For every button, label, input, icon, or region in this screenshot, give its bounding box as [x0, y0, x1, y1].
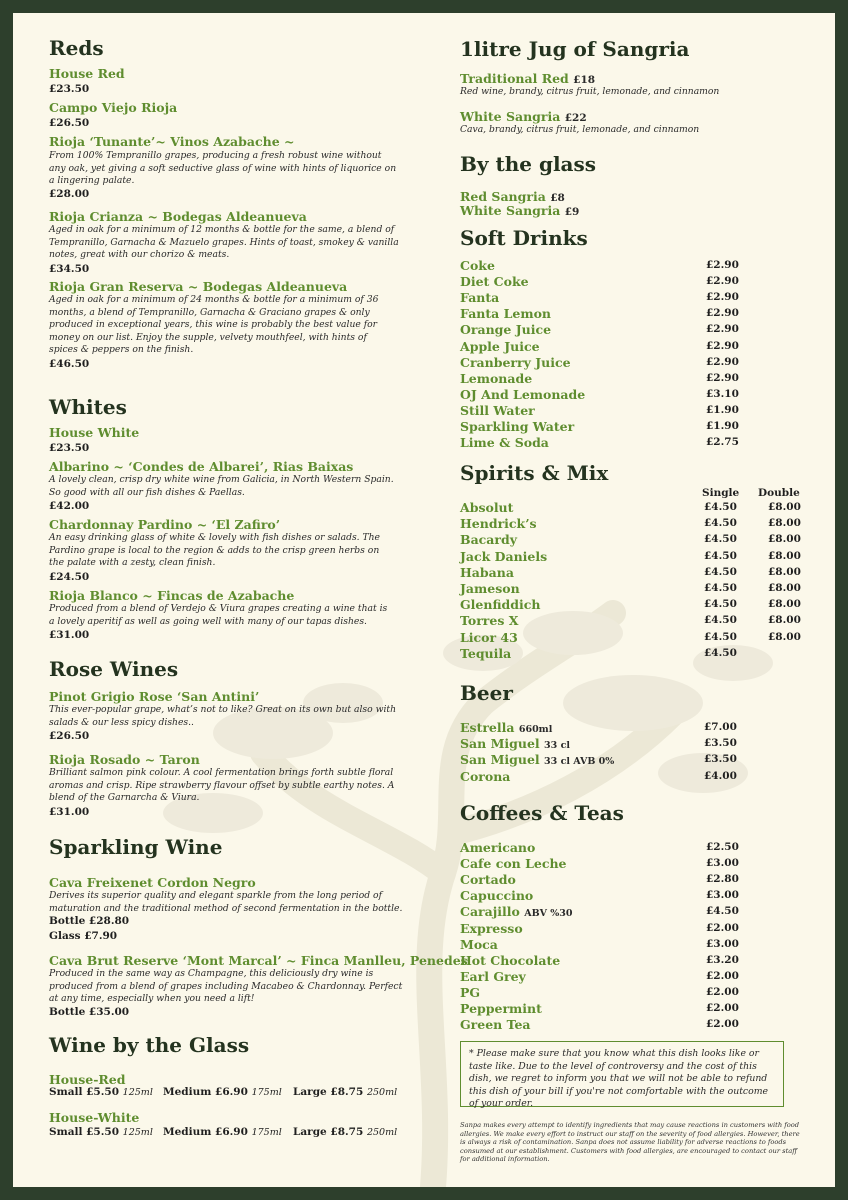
- menu-item-name: Fanta Lemon: [460, 306, 551, 322]
- double-price: £8.00: [768, 517, 801, 530]
- refund-notice: * Please make sure that you know what this dish looks like or taste like. Due to the level of controversy and the cost of this dish, we regret to inform you that we will not be able to refund this dish of your bill if you're not comfortable with the outcome of your order.: [460, 1041, 784, 1107]
- coffee-name: Carajillo: [460, 904, 520, 920]
- menu-item-description: Produced in the same way as Champagne, this deliciously dry wine is produced from a blend of grapes including Macabeo & Chardonnay. Perfect at any time, especially when you need a lift!: [49, 968, 403, 1005]
- beer-size: 33 cl: [544, 740, 570, 752]
- menu-item-name: Campo Viejo Rioja: [49, 100, 178, 115]
- menu-item-name: Glenfiddich: [460, 597, 541, 613]
- menu-item-name: [460, 969, 526, 984]
- menu-item-price: £34.50: [49, 263, 90, 275]
- menu-item-price: £4.00: [704, 769, 737, 782]
- single-price: £4.50: [704, 565, 737, 578]
- menu-item-name: [460, 921, 523, 936]
- single-price: £4.50: [704, 549, 737, 562]
- small-size: 125ml: [122, 1087, 153, 1098]
- menu-item-name: Apple Juice: [460, 338, 540, 354]
- menu-item-price: £26.50: [49, 117, 90, 129]
- single-column-header: Single: [702, 487, 740, 499]
- coffee-heading: Coffees & Teas: [460, 801, 624, 825]
- menu-item-name: Rioja Gran Reserva ~ Bodegas Aldeanueva: [49, 279, 348, 294]
- double-column-header: Double: [758, 487, 800, 499]
- menu-item-price: £23.50: [49, 442, 90, 454]
- menu-item-name: [460, 872, 516, 887]
- beer-name: Corona: [460, 768, 511, 784]
- menu-item-description: Brilliant salmon pink colour. A cool fermentation brings forth subtle floral aromas and crisp. Ripe strawberry flavour offset by subtle earthy notes. A blend of the Garnarcha & Viura.: [49, 767, 395, 804]
- menu-item-name: [460, 856, 567, 871]
- menu-item-price: £2.00: [706, 921, 739, 934]
- menu-item-price: £4.50: [706, 905, 739, 918]
- menu-item-price: £2.90: [706, 275, 739, 288]
- menu-item-name: Rioja ‘Tunante’~ Vinos Azabache ~: [49, 134, 295, 149]
- menu-item-price: £3.20: [706, 953, 739, 966]
- menu-item-name: Still Water: [460, 402, 535, 418]
- glass-price-row: [163, 1126, 282, 1138]
- menu-item-price: £3.50: [704, 753, 737, 766]
- coffee-name: Peppermint: [460, 1001, 542, 1016]
- whites-heading: Whites: [49, 395, 127, 419]
- menu-item-price: £2.00: [706, 1018, 739, 1031]
- double-price: £8.00: [768, 501, 801, 513]
- menu-item-price: £2.00: [706, 985, 739, 998]
- menu-item-name: Albarino ~ ‘Condes de Albarei’, Rias Baixas: [49, 459, 354, 474]
- menu-item-price: £2.90: [706, 323, 739, 336]
- large-size: 250ml: [366, 1087, 398, 1098]
- menu-item-name: [460, 736, 570, 751]
- menu-item-name: Cranberry Juice: [460, 354, 571, 370]
- menu-item-name: House-White: [49, 1110, 140, 1125]
- coffee-name: Moca: [460, 936, 498, 952]
- single-price: £4.50: [704, 598, 737, 611]
- menu-item-price: £24.50: [49, 571, 90, 583]
- medium-price: Medium £6.90: [163, 1126, 248, 1138]
- menu-item-name: Rioja Blanco ~ Fincas de Azabache: [49, 588, 295, 603]
- menu-item-name: Jameson: [460, 581, 520, 596]
- menu-item-name: House Red: [49, 66, 125, 81]
- coffee-name: Earl Grey: [460, 968, 526, 984]
- menu-item-name: [460, 769, 510, 784]
- menu-item-price: £2.50: [706, 841, 739, 853]
- menu-item-price: £3.00: [706, 889, 739, 902]
- menu-item-name: House White: [49, 425, 140, 440]
- coffee-name: Americano: [460, 840, 536, 855]
- menu-item-name: [460, 1017, 531, 1032]
- menu-item-description: An easy drinking glass of white & lovely with fish dishes or salads. The Pardino grape is local to the region & adds to the crisp green herbs on the palate with a zesty, clean finish.: [49, 532, 380, 569]
- rose-heading: Rose Wines: [49, 657, 179, 681]
- medium-size: 175ml: [251, 1127, 282, 1138]
- coffee-name: Capuccino: [460, 888, 534, 904]
- medium-price: Medium £6.90: [163, 1086, 248, 1098]
- menu-item-description: Aged in oak for a minimum of 24 months & bottle for a minimum of 36 months, a blend of Tempranillo, Garnacha & Graciano grapes & only produced in exceptional years, this wine is probably the best value for money on our list. Enjoy the supple, velvety mouthfeel, with hints of spices & peppers on the finish.: [49, 294, 379, 356]
- menu-item-price: £2.90: [706, 371, 739, 384]
- menu-item-price: £2.90: [706, 259, 739, 271]
- menu-item-name: White Sangria £22: [460, 109, 587, 124]
- small-size: 125ml: [122, 1127, 153, 1138]
- menu-item-name: House-Red: [49, 1072, 126, 1087]
- double-price: £8.00: [768, 533, 801, 546]
- menu-item-price: £9: [564, 206, 580, 218]
- large-price: Large £8.75: [293, 1126, 364, 1138]
- menu-item-price: Glass £7.90: [49, 930, 118, 942]
- menu-item-name: OJ And Lemonade: [460, 386, 586, 402]
- menu-item-name: [460, 720, 552, 735]
- menu-item-price: £42.00: [49, 500, 90, 512]
- menu-item-price: £2.00: [706, 1002, 739, 1014]
- beer-heading: Beer: [460, 681, 513, 705]
- menu-item-name: Tequila: [460, 645, 512, 661]
- menu-item-price: £3.10: [706, 387, 739, 400]
- double-price: £8.00: [768, 582, 801, 594]
- sparkling-heading: Sparkling Wine: [49, 835, 223, 859]
- double-price: £8.00: [768, 614, 801, 627]
- menu-item-description: Produced from a blend of Verdejo & Viura grapes creating a wine that is a lovely aperitif as well as going well with many of our tapas dishes.: [49, 603, 388, 627]
- menu-item-description: Red wine, brandy, citrus fruit, lemonade, and cinnamon: [460, 86, 720, 97]
- menu-item-price: £1.90: [706, 420, 739, 432]
- single-price: £4.50: [704, 517, 737, 530]
- coffee-name: Cortado: [460, 872, 516, 888]
- menu-item-price: £2.80: [706, 873, 739, 886]
- menu-item-price: £22: [564, 112, 587, 124]
- small-price: Small £5.50: [49, 1086, 120, 1098]
- glass-price-row: [49, 1126, 153, 1138]
- menu-item-name: Cava Brut Reserve ‘Mont Marcal’ ~ Finca Manlleu, Penedes: [49, 953, 468, 968]
- menu-item-price: £46.50: [49, 358, 90, 370]
- menu-item-name: White Sangria £9: [460, 203, 580, 218]
- menu-item-name: [460, 752, 614, 767]
- menu-item-description: From 100% Tempranillo grapes, producing a fresh robust wine without any oak, yet giving a soft seductive glass of wine with hints of liquorice on a lingering palate.: [49, 150, 397, 187]
- double-price: £8.00: [768, 630, 801, 643]
- menu-item-price: £2.90: [706, 307, 739, 320]
- menu-item-name: Habana: [460, 564, 514, 580]
- menu-item-price: £7.00: [704, 721, 737, 733]
- coffee-name: Cafe con Leche: [460, 856, 567, 872]
- coffee-name: PG: [460, 984, 481, 1000]
- glass-heading: Wine by the Glass: [49, 1033, 250, 1057]
- menu-item-price: £2.90: [706, 339, 739, 352]
- menu-item-name: Lime & Soda: [460, 435, 549, 451]
- menu-item-name: Chardonnay Pardino ~ ‘El Zafiro’: [49, 517, 281, 532]
- menu-item-name: Red Sangria £8: [460, 189, 565, 204]
- single-price: £4.50: [704, 582, 737, 594]
- medium-size: 175ml: [251, 1087, 282, 1098]
- menu-item-name: [460, 937, 498, 952]
- allergy-disclaimer: Sanpa makes every attempt to identify ingredients that may cause reactions in customers with food allergies. We make every effort to instruct our staff on the severity of food allergies. However, there is always a risk of contamination. Sanpa does not assume liability for adverse reactions to foods consumed at our establishment. Customers with food allergies, are encouraged to contact our staff for additional information.: [460, 1121, 800, 1164]
- menu-item-name: Lemonade: [460, 370, 533, 386]
- menu-item-price: £1.90: [706, 403, 739, 416]
- menu-item-name: Bacardy: [460, 532, 517, 548]
- menu-item-name: Rioja Rosado ~ Taron: [49, 752, 200, 767]
- double-price: £8.00: [768, 549, 801, 562]
- menu-item-name: Orange Juice: [460, 322, 552, 338]
- menu-item-description: Derives its superior quality and elegant sparkle from the long period of maturation and the traditional method of second fermentation in the bottle.: [49, 890, 403, 914]
- menu-item-name: Torres X: [460, 613, 519, 629]
- menu-item-price: £3.00: [706, 857, 739, 870]
- large-size: 250ml: [366, 1127, 398, 1138]
- menu-item-name: Hendrick’s: [460, 516, 537, 532]
- double-price: £8.00: [768, 598, 801, 611]
- single-price: £4.50: [704, 501, 737, 513]
- menu-item-description: A lovely clean, crisp dry white wine from Galicia, in North Western Spain. So good with all our fish dishes & Paellas.: [49, 474, 394, 498]
- beer-size: 660ml: [518, 724, 553, 735]
- menu-item-price: £2.90: [706, 355, 739, 368]
- menu-item-description: This ever-popular grape, what’s not to like? Great on its own but also with salads & our less spicy dishes..: [49, 704, 396, 728]
- menu-item-price: Bottle £35.00: [49, 1006, 130, 1018]
- menu-item-price: £2.90: [706, 291, 739, 304]
- glass-price-row: [293, 1126, 397, 1138]
- single-price: £4.50: [704, 614, 737, 627]
- coffee-name: Green Tea: [460, 1017, 531, 1033]
- menu-item-price: £31.00: [49, 629, 90, 641]
- menu-item-name: Cava Freixenet Cordon Negro: [49, 875, 256, 890]
- menu-item-name: Diet Coke: [460, 274, 529, 290]
- glass-price-row: [293, 1086, 397, 1098]
- menu-item-price: £18: [573, 74, 596, 86]
- menu-item-name: Fanta: [460, 290, 500, 306]
- menu-item-name: Coke: [460, 258, 495, 273]
- beer-size: 33 cl AVB 0%: [544, 756, 615, 768]
- menu-item-name: Jack Daniels: [460, 548, 548, 564]
- single-price: £4.50: [704, 630, 737, 643]
- menu-item-price: £26.50: [49, 730, 90, 742]
- byglass-heading: By the glass: [460, 152, 597, 176]
- menu-item-name: Traditional Red £18: [460, 71, 596, 86]
- menu-item-price: £3.50: [704, 737, 737, 750]
- menu-item-price: £2.00: [706, 969, 739, 982]
- beer-name: Estrella: [460, 720, 515, 735]
- menu-item-price: £8: [550, 192, 565, 204]
- menu-item-price: Bottle £28.80: [49, 915, 130, 927]
- menu-item-name: [460, 953, 560, 968]
- menu-item-name: [460, 1001, 542, 1016]
- menu-item-description: Cava, brandy, citrus fruit, lemonade, and cinnamon: [460, 124, 700, 135]
- small-price: Small £5.50: [49, 1126, 120, 1138]
- menu-item-price: £31.00: [49, 806, 90, 818]
- menu-item-name: Pinot Grigio Rose ‘San Antini’: [49, 689, 260, 704]
- beer-name: San Miguel: [460, 736, 540, 752]
- glass-price-row: [49, 1086, 153, 1098]
- coffee-note: ABV %30: [524, 908, 573, 920]
- spirits-heading: Spirits & Mix: [460, 461, 609, 485]
- menu-item-name: [460, 985, 480, 1000]
- large-price: Large £8.75: [293, 1086, 364, 1098]
- menu-item-price: £2.75: [706, 436, 739, 449]
- glass-price-row: [163, 1086, 282, 1098]
- menu-item-name: [460, 840, 535, 855]
- menu-item-description: Aged in oak for a minimum of 12 months & bottle for the same, a blend of Tempranillo, Garnacha & Mazuelo grapes. Hints of toast, smokey & vanilla notes, great with our chorizo & meats.: [49, 224, 399, 261]
- single-price: £4.50: [704, 533, 737, 546]
- coffee-name: Expresso: [460, 920, 523, 936]
- coffee-name: Hot Chocolate: [460, 952, 561, 968]
- jug-heading: 1litre Jug of Sangria: [460, 37, 690, 61]
- menu-item-name: Licor 43: [460, 629, 518, 645]
- reds-heading: Reds: [49, 36, 104, 60]
- menu-item-name: Rioja Crianza ~ Bodegas Aldeanueva: [49, 209, 307, 224]
- double-price: £8.00: [768, 565, 801, 578]
- single-price: £4.50: [704, 646, 737, 659]
- beer-name: San Miguel: [460, 752, 540, 768]
- menu-item-price: £28.00: [49, 188, 90, 200]
- menu-item-name: Sparkling Water: [460, 419, 575, 434]
- menu-page: [13, 13, 835, 1187]
- menu-item-name: Absolut: [460, 500, 514, 515]
- soft-heading: Soft Drinks: [460, 226, 588, 250]
- menu-item-price: £3.00: [706, 937, 739, 950]
- menu-item-price: £23.50: [49, 83, 90, 95]
- menu-item-name: [460, 904, 573, 919]
- menu-item-name: [460, 888, 533, 903]
